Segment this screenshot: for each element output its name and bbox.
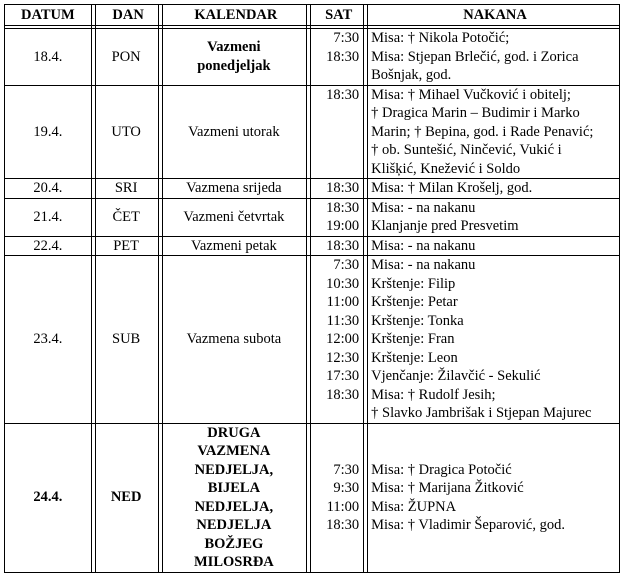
cell-dan: PET	[91, 236, 158, 256]
cell-datum: 22.4.	[5, 236, 92, 256]
kalendar-line: BOŽJEG	[204, 535, 264, 552]
sat-line: 7:30	[333, 461, 360, 478]
mass-schedule-table	[4, 4, 620, 573]
nakana-line: Misa: † Rudolf Jesih;	[371, 386, 496, 403]
sat-line: 18:30	[326, 517, 360, 533]
cell-sat	[307, 198, 364, 236]
sat-line	[314, 104, 359, 123]
sat-line	[314, 404, 359, 423]
kalendar-line: NEDJELJA,	[194, 461, 274, 478]
cell-nakana	[364, 256, 620, 424]
nakana-line: Misa: - na nakanu	[371, 237, 476, 254]
table-row	[5, 179, 620, 199]
table-row	[5, 236, 620, 256]
cell-sat	[307, 179, 364, 199]
cell-dan: NED	[91, 423, 158, 572]
cell-dan: PON	[91, 29, 158, 86]
cell-sat	[307, 256, 364, 424]
sat-line: 11:30	[326, 312, 360, 329]
cell-kalendar	[158, 198, 307, 236]
sat-line: 9:30	[333, 480, 360, 496]
cell-sat	[307, 85, 364, 179]
kalendar-line: NEDJELJA	[196, 517, 272, 533]
kalendar-line: BIJELA	[207, 480, 261, 496]
sat-line	[314, 66, 359, 85]
nakana-line: Klanjanje pred Presvetim	[371, 218, 519, 234]
nakana-line: Bošnjak, god.	[371, 67, 452, 83]
cell-nakana	[364, 179, 620, 199]
header-datum: DATUM	[5, 5, 92, 26]
cell-datum: 23.4.	[5, 256, 92, 424]
table-row	[5, 29, 620, 86]
sat-line: 7:30	[333, 30, 360, 46]
kalendar-line: Vazmeni	[207, 39, 261, 56]
cell-dan: SRI	[91, 179, 158, 199]
cell-nakana	[364, 29, 620, 86]
nakana-line: Misa: ŽUPNA	[371, 498, 457, 515]
nakana-line: Misa: - na nakanu	[371, 199, 476, 216]
sat-line	[314, 141, 359, 160]
nakana-line: Klišķić, Knežević i Soldo	[371, 160, 521, 177]
kalendar-line: MILOSRĐA	[194, 554, 274, 570]
sat-line	[314, 123, 359, 142]
cell-sat	[307, 29, 364, 86]
nakana-line: Misa: † Mihael Vučković i obitelj;	[371, 86, 571, 103]
sat-line: 18:30	[326, 237, 360, 254]
cell-datum: 24.4.	[5, 423, 92, 572]
table-row	[5, 85, 620, 179]
kalendar-line: ponedjeljak	[197, 57, 271, 74]
header-kalendar: KALENDAR	[158, 5, 307, 26]
sat-line: 12:30	[326, 349, 360, 366]
cell-nakana	[364, 198, 620, 236]
kalendar-line: Vazmeni četvrtak	[183, 208, 285, 225]
sat-line: 11:00	[326, 498, 360, 515]
cell-kalendar	[158, 423, 307, 572]
cell-dan: UTO	[91, 85, 158, 179]
header-nakana: NAKANA	[364, 5, 620, 26]
table-row	[5, 423, 620, 572]
nakana-line: Misa: † Marijana Žitković	[371, 480, 524, 496]
kalendar-line: NEDJELJA,	[194, 498, 274, 515]
table-row	[5, 198, 620, 236]
kalendar-line: DRUGA	[207, 424, 261, 441]
table-row	[5, 256, 620, 424]
sat-line: 18:30	[326, 180, 360, 196]
cell-kalendar	[158, 236, 307, 256]
nakana-line: Marin; † Bepina, god. i Rade Penavić;	[371, 123, 594, 140]
nakana-line: † Slavko Jambrišak i Stjepan Majurec	[371, 405, 592, 421]
sat-line: 18:30	[326, 48, 360, 65]
sat-line: 10:30	[326, 275, 360, 292]
header-row	[5, 5, 620, 26]
nakana-line: Krštenje: Filip	[371, 275, 456, 292]
header-dan: DAN	[91, 5, 158, 26]
cell-datum: 20.4.	[5, 179, 92, 199]
cell-nakana	[364, 236, 620, 256]
sat-line: 12:00	[326, 331, 360, 347]
cell-kalendar	[158, 85, 307, 179]
nakana-line: Krštenje: Leon	[371, 349, 458, 366]
nakana-line: † Dragica Marin – Budimir i Marko	[371, 105, 580, 121]
cell-nakana	[364, 423, 620, 572]
cell-sat	[307, 236, 364, 256]
nakana-line: Krštenje: Petar	[371, 294, 458, 310]
nakana-line: Krštenje: Tonka	[371, 312, 464, 329]
sat-line: 18:30	[326, 199, 360, 216]
nakana-line: Misa: † Vladimir Šeparović, god.	[371, 517, 565, 533]
cell-datum: 19.4.	[5, 85, 92, 179]
sat-line: 7:30	[333, 257, 360, 273]
sat-line: 17:30	[326, 368, 360, 384]
kalendar-line: Vazmena srijeda	[186, 180, 282, 196]
cell-kalendar	[158, 256, 307, 424]
cell-nakana	[364, 85, 620, 179]
cell-datum: 21.4.	[5, 198, 92, 236]
kalendar-line: Vazmeni petak	[191, 237, 277, 254]
cell-kalendar	[158, 29, 307, 86]
cell-kalendar	[158, 179, 307, 199]
sat-line: 18:30	[326, 386, 360, 403]
cell-datum: 18.4.	[5, 29, 92, 86]
nakana-line: † ob. Suntešić, Ninčević, Vukić i	[371, 142, 562, 158]
kalendar-line: Vazmeni utorak	[188, 123, 280, 140]
nakana-line: Misa: † Dragica Potočić	[371, 461, 512, 478]
nakana-line: Vjenčanje: Žilavčić - Sekulić	[371, 368, 541, 384]
schedule-body	[5, 26, 620, 573]
sat-line: 11:00	[326, 294, 360, 310]
nakana-line: Misa: † Nikola Potočić;	[371, 30, 510, 46]
cell-dan: ČET	[91, 198, 158, 236]
header-sat: SAT	[307, 5, 364, 26]
nakana-line: Krštenje: Fran	[371, 331, 455, 347]
sat-line	[314, 160, 359, 179]
nakana-line: Misa: - na nakanu	[371, 257, 476, 273]
nakana-line: Misa: † Milan Krošelj, god.	[371, 180, 533, 196]
cell-dan: SUB	[91, 256, 158, 424]
kalendar-line: Vazmena subota	[186, 331, 282, 347]
sat-line: 19:00	[326, 218, 360, 234]
sat-line: 18:30	[326, 86, 360, 103]
cell-sat	[307, 423, 364, 572]
kalendar-line: VAZMENA	[197, 443, 271, 459]
nakana-line: Misa: Stjepan Brlečić, god. i Zorica	[371, 48, 579, 65]
